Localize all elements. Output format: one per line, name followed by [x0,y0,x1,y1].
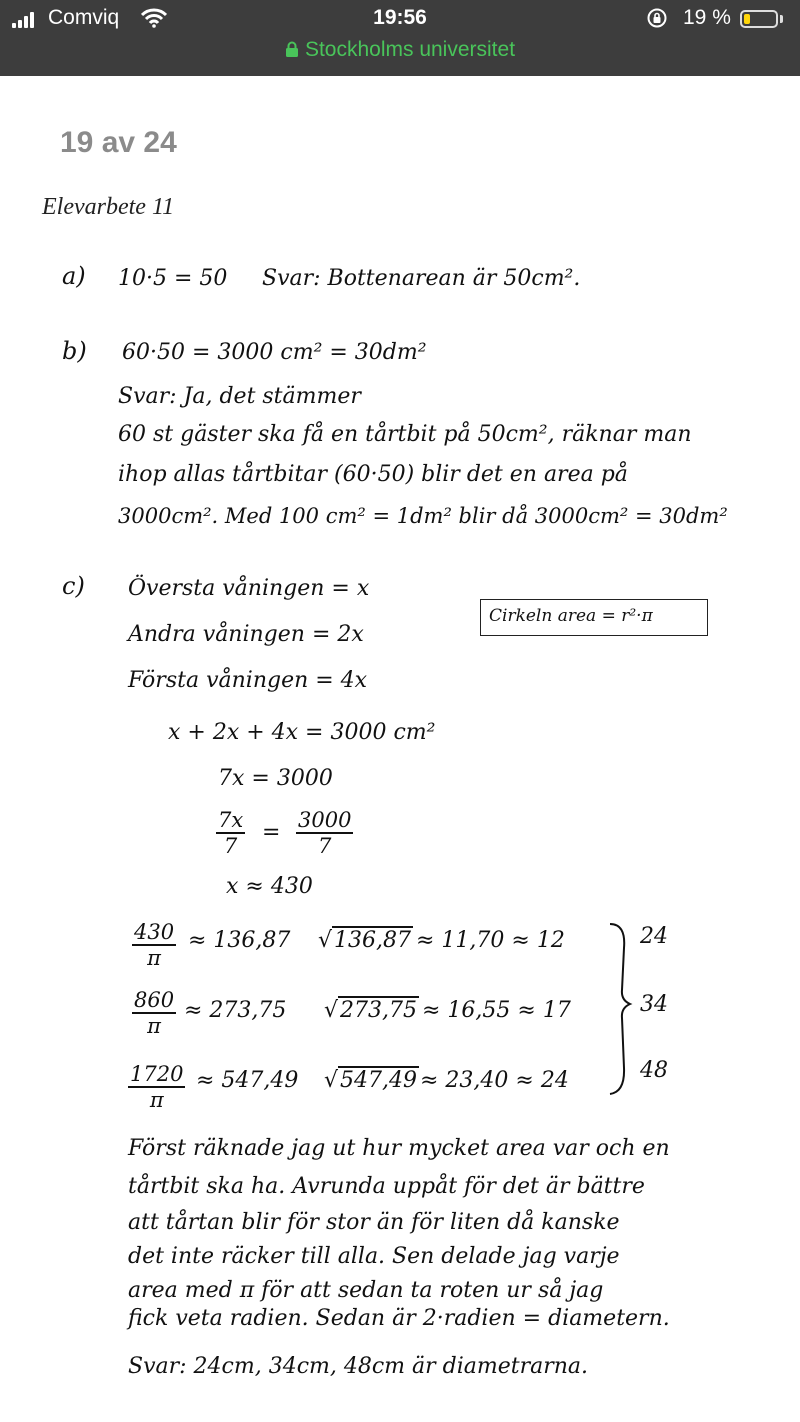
square-root-radicand: 273,75 [340,998,418,1023]
part-b-line: Svar: Ja, det stämmer [118,384,361,409]
part-b-line: 60 st gäster ska få en tårtbit på 50cm², räknar man [118,422,692,447]
url-bar[interactable] [0,38,800,62]
fraction-numerator: 430 [134,920,175,944]
floor-line: Andra våningen = 2x [128,622,364,647]
row-result: ≈ 16,55 ≈ 17 [422,998,571,1023]
battery-cap [780,15,783,23]
square-root: √136,87 [318,928,412,953]
battery-percent: 19 % [683,6,731,29]
result-value: 48 [640,1058,668,1083]
floor-line: Första våningen = 4x [128,668,368,693]
row-value: ≈ 136,87 [188,928,291,953]
fraction-numerator: 7x [218,808,244,832]
part-b-calc: 60·50 = 3000 cm² = 30dm² [122,340,427,365]
lock-icon [285,41,299,58]
row-result: ≈ 11,70 ≈ 12 [416,928,565,953]
fraction-numerator: 860 [134,988,175,1012]
status-bar [0,0,800,76]
fraction-denominator: π [147,946,161,970]
final-answer: Svar: 24cm, 34cm, 48cm är diametrarna. [128,1354,589,1379]
battery-fill [744,14,750,24]
explanation-line: Först räknade jag ut hur mycket area var och en [128,1136,670,1161]
brace [606,918,636,1098]
row-value: ≈ 273,75 [184,998,287,1023]
equation: 7x = 3000 [218,766,333,791]
rotation-lock-icon [646,7,668,29]
square-root-radicand: 136,87 [334,928,412,953]
square-root: √273,75 [324,998,418,1023]
part-b-label: b) [62,337,87,365]
fraction [296,808,353,858]
explanation-line: det inte räcker till alla. Sen delade jag varje [128,1244,620,1269]
square-root-radicand: 547,49 [340,1068,418,1093]
circle-area-formula-box: Cirkeln area = r²·π [480,599,708,636]
part-b-line: ihop allas tårtbitar (60·50) blir det en area på [118,462,628,487]
equation: x ≈ 430 [226,874,313,899]
clock: 19:56 [373,6,427,29]
part-c-label: c) [62,572,85,600]
fraction-numerator: 1720 [130,1062,184,1086]
fraction-numerator: 3000 [298,808,352,832]
page-counter: 19 av 24 [60,126,177,159]
fraction-denominator: π [149,1088,164,1112]
result-value: 24 [640,924,668,949]
fraction-denominator: π [147,1014,161,1038]
equals-sign: = [262,820,281,845]
result-value: 34 [640,992,668,1017]
fraction [132,988,176,1038]
carrier-name: Comviq [48,6,120,29]
explanation-line: area med π för att sedan ta roten ur så jag [128,1278,604,1303]
floor-line: Översta våningen = x [128,576,370,601]
fraction-denominator: 7 [223,834,238,858]
equation: x + 2x + 4x = 3000 cm² [168,720,436,745]
fraction [128,1062,185,1112]
battery-icon [740,10,778,28]
part-a-calc: 10·5 = 50 [118,266,228,291]
square-root: √547,49 [324,1068,418,1093]
explanation-line: fick veta radien. Sedan är 2·radien = diametern. [128,1306,670,1331]
part-b-line: 3000cm². Med 100 cm² = 1dm² blir då 3000cm² = 30dm² [118,504,728,528]
url-site: Stockholms universitet [304,38,516,61]
part-a-label: a) [62,262,86,290]
fraction [132,920,176,970]
row-result: ≈ 23,40 ≈ 24 [420,1068,569,1093]
explanation-line: tårtbit ska ha. Avrunda uppåt för det är bättre [128,1174,645,1199]
fraction [216,808,245,858]
fraction-denominator: 7 [318,834,332,858]
part-a-answer: Svar: Bottenarean är 50cm². [262,266,581,291]
row-value: ≈ 547,49 [196,1068,299,1093]
explanation-line: att tårtan blir för stor än för liten då kanske [128,1210,620,1235]
doc-heading: Elevarbete 11 [42,194,175,220]
